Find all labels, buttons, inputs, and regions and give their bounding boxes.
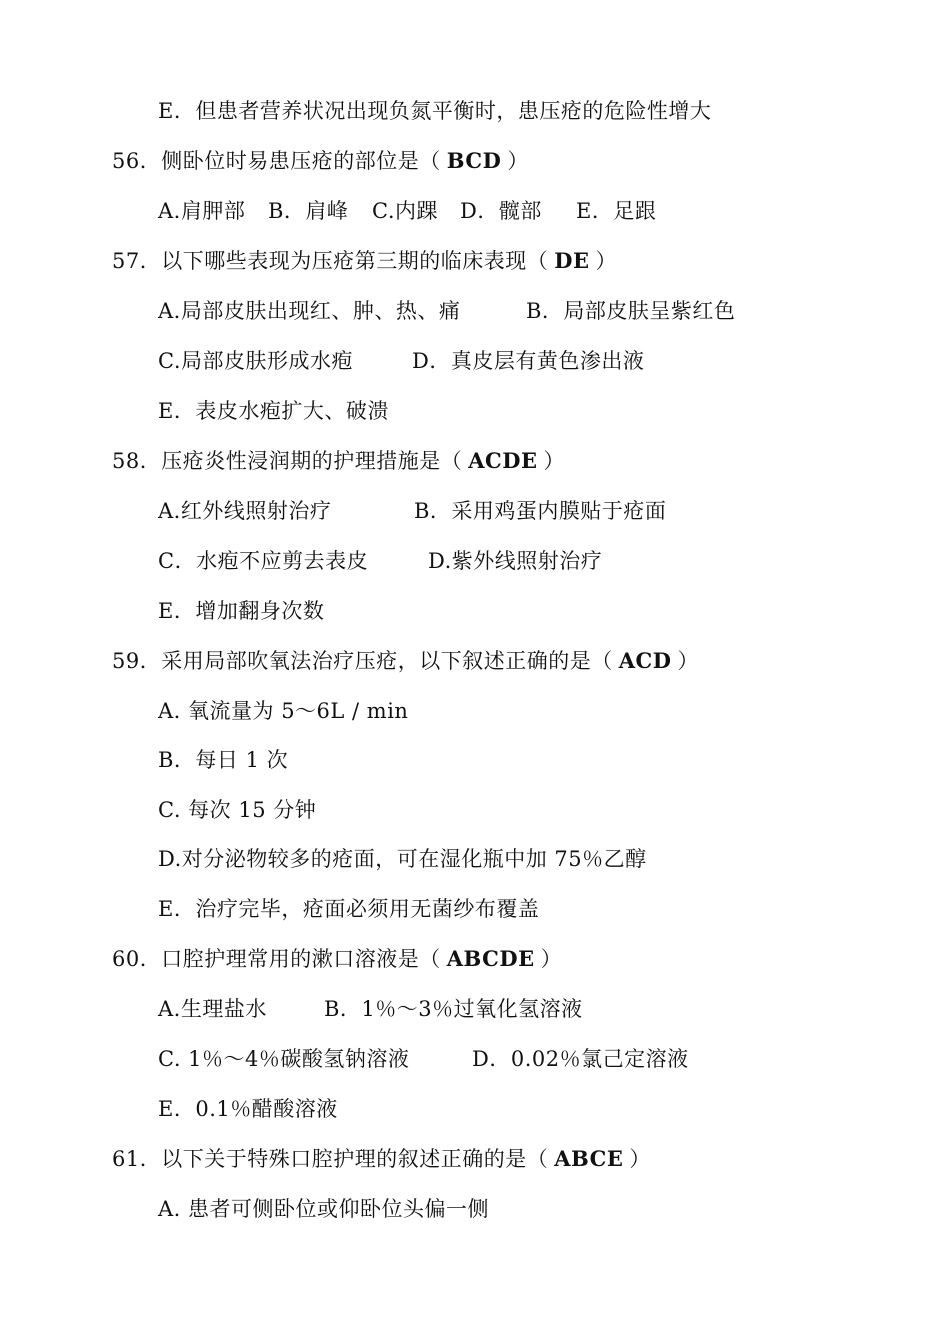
- option-a: A. 氧流量为 5～6L / min: [158, 699, 409, 723]
- option-d: D．髋部: [460, 199, 542, 223]
- option-line: [158, 746, 288, 774]
- option-line: [158, 297, 778, 325]
- option-d: D．0.02％氯己定溶液: [472, 1047, 689, 1071]
- question-close: ）: [677, 649, 699, 673]
- answer-key: ACD: [618, 648, 672, 673]
- option-c: C. 每次 15 分钟: [158, 798, 317, 822]
- option-line: [158, 397, 389, 425]
- answer-key: DE: [554, 248, 590, 273]
- question-close: ）: [540, 947, 563, 971]
- option-e: E．增加翻身次数: [158, 599, 325, 623]
- question-close: ）: [543, 449, 565, 473]
- question-close: ）: [629, 1147, 651, 1171]
- option-line: [158, 995, 718, 1023]
- option-line: [158, 1095, 338, 1123]
- question-57: [112, 247, 617, 275]
- option-line: [158, 547, 718, 575]
- option-line: [158, 197, 718, 225]
- option-a: A.肩胛部: [158, 199, 246, 223]
- option-d: D.对分泌物较多的疮面，可在湿化瓶中加 75％乙醇: [158, 847, 647, 871]
- option-line: [158, 1195, 489, 1223]
- option-b: B．采用鸡蛋内膜贴于疮面: [414, 499, 667, 523]
- question-60: [112, 945, 562, 973]
- answer-key: ABCE: [554, 1146, 624, 1171]
- option-a: A. 患者可侧卧位或仰卧位头偏一侧: [158, 1197, 490, 1221]
- question-text: 58．压疮炎性浸润期的护理措施是（: [112, 449, 463, 473]
- option-line: [158, 845, 647, 873]
- option-c: C．水疱不应剪去表皮: [158, 549, 369, 573]
- option-line: [158, 347, 718, 375]
- option-e: E．0.1％醋酸溶液: [158, 1097, 338, 1121]
- option-a: A.红外线照射治疗: [158, 499, 332, 523]
- option-b: B．每日 1 次: [158, 748, 289, 772]
- answer-key: ACDE: [468, 448, 538, 473]
- option-e: E．足跟: [576, 199, 657, 223]
- option-line: [158, 97, 711, 125]
- question-close: ）: [507, 149, 529, 173]
- question-56: [112, 147, 529, 175]
- question-58: [112, 447, 565, 475]
- option-line: [158, 697, 408, 725]
- option-line: [158, 497, 718, 525]
- option-e: E．治疗完毕，疮面必须用无菌纱布覆盖: [158, 897, 540, 921]
- question-text: 61．以下关于特殊口腔护理的叙述正确的是（: [112, 1147, 549, 1171]
- question-61: [112, 1145, 651, 1173]
- option-d: D．真皮层有黄色渗出液: [412, 349, 645, 373]
- answer-key: ABCDE: [446, 946, 535, 971]
- option-line: [158, 1045, 778, 1073]
- option-text: E．但患者营养状况出现负氮平衡时，患压疮的危险性增大: [158, 99, 712, 123]
- option-a: A.局部皮肤出现红、肿、热、痛: [158, 299, 461, 323]
- option-d: D.紫外线照射治疗: [428, 549, 603, 573]
- option-b: B．1％～3％过氧化氢溶液: [324, 997, 583, 1021]
- option-line: [158, 796, 316, 824]
- option-line: [158, 895, 539, 923]
- answer-key: BCD: [446, 148, 502, 173]
- question-text: 60．口腔护理常用的漱口溶液是（: [112, 947, 441, 971]
- option-c: C.局部皮肤形成水疱: [158, 349, 353, 373]
- question-text: 57．以下哪些表现为压疮第三期的临床表现（: [112, 249, 549, 273]
- option-b: B．局部皮肤呈紫红色: [526, 299, 736, 323]
- option-c: C. 1％～4％碳酸氢钠溶液: [158, 1047, 410, 1071]
- option-line: [158, 597, 324, 625]
- question-text: 56．侧卧位时易患压疮的部位是（: [112, 149, 441, 173]
- question-text: 59．采用局部吹氧法治疗压疮，以下叙述正确的是（: [112, 649, 613, 673]
- option-a: A.生理盐水: [158, 997, 267, 1021]
- option-e: E．表皮水疱扩大、破溃: [158, 399, 389, 423]
- option-c: C.内踝: [372, 199, 438, 223]
- option-b: B．肩峰: [268, 199, 349, 223]
- question-59: [112, 647, 699, 675]
- question-close: ）: [595, 249, 617, 273]
